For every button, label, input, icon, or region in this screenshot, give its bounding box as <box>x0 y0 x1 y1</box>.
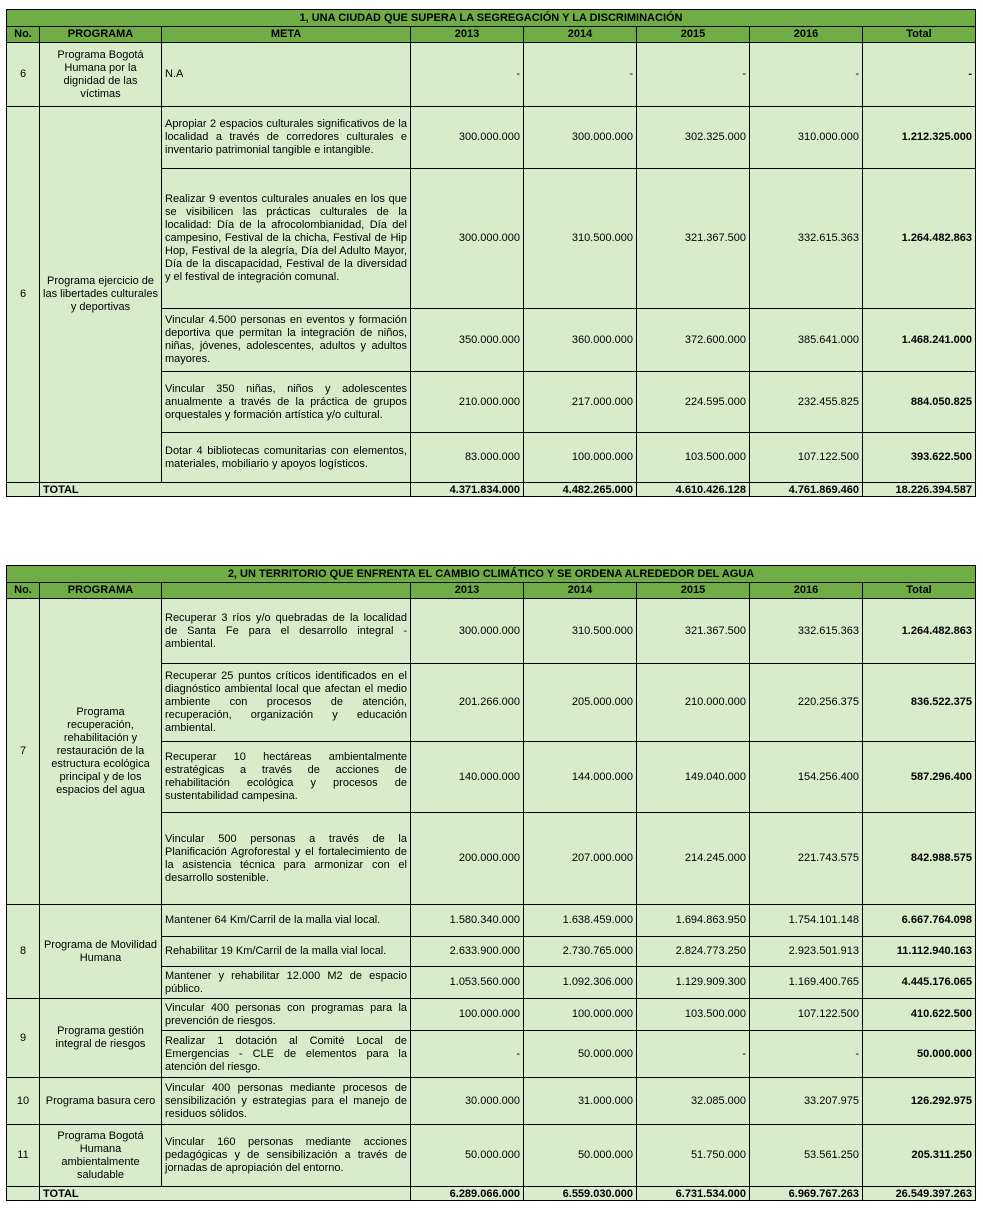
col-header-no: No. <box>7 583 40 599</box>
col-header-2015: 2015 <box>637 583 750 599</box>
total-2016: 4.761.869.460 <box>750 483 863 497</box>
value-2013: 2.633.900.000 <box>411 937 524 967</box>
value-total: 205.311.250 <box>863 1125 976 1187</box>
meta-cell: N.A <box>162 43 411 107</box>
value-2015: 321.367.500 <box>637 599 750 664</box>
value-total: - <box>863 43 976 107</box>
value-2013: 300.000.000 <box>411 107 524 169</box>
program-number: 6 <box>7 107 40 483</box>
table-row <box>7 999 976 1031</box>
value-2016: 332.615.363 <box>750 599 863 664</box>
budget-table-1 <box>6 9 976 497</box>
meta-cell: Recuperar 25 puntos críticos identificados en el diagnóstico ambiental local que afectan el medio ambiente con procesos de atención, recuperación, organización y educación ambiental. <box>162 664 411 742</box>
program-number: 10 <box>7 1078 40 1125</box>
value-2013: - <box>411 1031 524 1078</box>
table-row <box>7 43 976 107</box>
value-2014: 310.500.000 <box>524 169 637 309</box>
value-2016: 1.754.101.148 <box>750 905 863 937</box>
value-total: 884.050.825 <box>863 372 976 433</box>
value-2016: 2.923.501.913 <box>750 937 863 967</box>
value-2013: 50.000.000 <box>411 1125 524 1187</box>
value-2015: 51.750.000 <box>637 1125 750 1187</box>
value-2015: 372.600.000 <box>637 309 750 372</box>
value-2016: 310.000.000 <box>750 107 863 169</box>
value-2014: 31.000.000 <box>524 1078 637 1125</box>
meta-cell: Recuperar 3 ríos y/o quebradas de la localidad de Santa Fe para el desarrollo integral - ambiental. <box>162 599 411 664</box>
total-grand: 18.226.394.587 <box>863 483 976 497</box>
meta-cell: Vincular 350 niñas, niños y adolescentes anualmente a través de la práctica de grupos orquestales y formación artística y/o cultural. <box>162 372 411 433</box>
total-2013: 4.371.834.000 <box>411 483 524 497</box>
value-total: 1.264.482.863 <box>863 599 976 664</box>
total-label: TOTAL <box>40 483 411 497</box>
table-title: 2, UN TERRITORIO QUE ENFRENTA EL CAMBIO CLIMÁTICO Y SE ORDENA ALREDEDOR DEL AGUA <box>7 566 976 583</box>
col-header-meta <box>162 583 411 599</box>
value-2013: - <box>411 43 524 107</box>
meta-cell: Recuperar 10 hectáreas ambientalmente estratégicas a través de acciones de rehabilitación ecológica y procesos de sustentabilidad campesina. <box>162 742 411 813</box>
table-title-row <box>7 10 976 27</box>
value-2015: 32.085.000 <box>637 1078 750 1125</box>
value-2013: 140.000.000 <box>411 742 524 813</box>
program-name: Programa recuperación, rehabilitación y restauración de la estructura ecológica principal y de los espacios del agua <box>40 599 162 905</box>
col-header-2016: 2016 <box>750 583 863 599</box>
value-2015: - <box>637 43 750 107</box>
program-number: 6 <box>7 43 40 107</box>
table-title-row <box>7 566 976 583</box>
col-header-total: Total <box>863 27 976 43</box>
value-2014: 217.000.000 <box>524 372 637 433</box>
program-name: Programa Bogotá Humana ambientalmente saludable <box>40 1125 162 1187</box>
total-row <box>7 1187 976 1201</box>
table-title: 1, UNA CIUDAD QUE SUPERA LA SEGREGACIÓN Y LA DISCRIMINACIÓN <box>7 10 976 27</box>
program-name: Programa gestión integral de riesgos <box>40 999 162 1078</box>
col-header-total: Total <box>863 583 976 599</box>
col-header-meta: META <box>162 27 411 43</box>
value-2014: 2.730.765.000 <box>524 937 637 967</box>
value-2015: 302.325.000 <box>637 107 750 169</box>
value-2013: 210.000.000 <box>411 372 524 433</box>
value-2015: - <box>637 1031 750 1078</box>
total-spacer <box>7 483 40 497</box>
program-name: Programa Bogotá Humana por la dignidad de las víctimas <box>40 43 162 107</box>
value-2014: - <box>524 43 637 107</box>
col-header-programa: PROGRAMA <box>40 27 162 43</box>
value-2015: 224.595.000 <box>637 372 750 433</box>
total-2015: 4.610.426.128 <box>637 483 750 497</box>
value-2015: 2.824.773.250 <box>637 937 750 967</box>
meta-cell: Apropiar 2 espacios culturales significativos de la localidad a través de corredores culturales e inventario patrimonial tangible e intangible. <box>162 107 411 169</box>
total-spacer <box>7 1187 40 1201</box>
table-row <box>7 1078 976 1125</box>
value-2014: 207.000.000 <box>524 813 637 905</box>
value-total: 587.296.400 <box>863 742 976 813</box>
total-2015: 6.731.534.000 <box>637 1187 750 1201</box>
program-number: 9 <box>7 999 40 1078</box>
meta-cell: Dotar 4 bibliotecas comunitarias con elementos, materiales, mobiliario y apoyos logísticos. <box>162 433 411 483</box>
value-2016: 220.256.375 <box>750 664 863 742</box>
value-total: 836.522.375 <box>863 664 976 742</box>
program-name: Programa de Movilidad Humana <box>40 905 162 999</box>
meta-cell: Realizar 9 eventos culturales anuales en los que se visibilicen las prácticas culturales de la localidad: Día de la afrocolombianidad, Día del campesino, Festival de la chicha, Festival de Hip Hop, Festival de la alegría, Día del Adulto Mayor, Día de la discapacidad, Festival de la diversidad y el festival de integración comunal. <box>162 169 411 309</box>
value-2014: 50.000.000 <box>524 1125 637 1187</box>
value-2016: 221.743.575 <box>750 813 863 905</box>
value-2016: 332.615.363 <box>750 169 863 309</box>
value-total: 6.667.764.098 <box>863 905 976 937</box>
table-row <box>7 905 976 937</box>
value-2016: 1.169.400.765 <box>750 967 863 999</box>
value-2016: 33.207.975 <box>750 1078 863 1125</box>
value-2013: 83.000.000 <box>411 433 524 483</box>
value-2014: 50.000.000 <box>524 1031 637 1078</box>
value-2014: 100.000.000 <box>524 999 637 1031</box>
value-2014: 144.000.000 <box>524 742 637 813</box>
header-row <box>7 583 976 599</box>
meta-cell: Mantener y rehabilitar 12.000 M2 de espacio público. <box>162 967 411 999</box>
program-number: 8 <box>7 905 40 999</box>
total-label: TOTAL <box>40 1187 411 1201</box>
col-header-2014: 2014 <box>524 583 637 599</box>
value-2013: 100.000.000 <box>411 999 524 1031</box>
value-2016: 107.122.500 <box>750 433 863 483</box>
value-2015: 103.500.000 <box>637 999 750 1031</box>
col-header-programa: PROGRAMA <box>40 583 162 599</box>
value-total: 842.988.575 <box>863 813 976 905</box>
value-total: 393.622.500 <box>863 433 976 483</box>
total-2014: 4.482.265.000 <box>524 483 637 497</box>
meta-cell: Vincular 160 personas mediante acciones pedagógicas y de sensibilización a través de jornadas de apropiación del entorno. <box>162 1125 411 1187</box>
total-grand: 26.549.397.263 <box>863 1187 976 1201</box>
meta-cell: Vincular 400 personas mediante procesos de sensibilización y estrategias para el manejo de residuos sólidos. <box>162 1078 411 1125</box>
col-header-no: No. <box>7 27 40 43</box>
value-2014: 360.000.000 <box>524 309 637 372</box>
value-2016: - <box>750 43 863 107</box>
col-header-2013: 2013 <box>411 583 524 599</box>
value-2016: 232.455.825 <box>750 372 863 433</box>
meta-cell: Mantener 64 Km/Carril de la malla vial local. <box>162 905 411 937</box>
table-row <box>7 107 976 169</box>
total-2014: 6.559.030.000 <box>524 1187 637 1201</box>
value-2015: 1.694.863.950 <box>637 905 750 937</box>
value-2013: 201.266.000 <box>411 664 524 742</box>
program-name: Programa ejercicio de las libertades culturales y deportivas <box>40 107 162 483</box>
value-2016: - <box>750 1031 863 1078</box>
total-2016: 6.969.767.263 <box>750 1187 863 1201</box>
value-total: 126.292.975 <box>863 1078 976 1125</box>
program-number: 11 <box>7 1125 40 1187</box>
meta-cell: Realizar 1 dotación al Comité Local de Emergencias - CLE de elementos para la atención del riesgo. <box>162 1031 411 1078</box>
value-2014: 310.500.000 <box>524 599 637 664</box>
value-total: 1.264.482.863 <box>863 169 976 309</box>
value-total: 50.000.000 <box>863 1031 976 1078</box>
total-2013: 6.289.066.000 <box>411 1187 524 1201</box>
value-2013: 30.000.000 <box>411 1078 524 1125</box>
value-2015: 321.367.500 <box>637 169 750 309</box>
header-row <box>7 27 976 43</box>
value-total: 410.622.500 <box>863 999 976 1031</box>
value-2013: 300.000.000 <box>411 169 524 309</box>
value-total: 4.445.176.065 <box>863 967 976 999</box>
value-total: 11.112.940.163 <box>863 937 976 967</box>
table-row <box>7 599 976 664</box>
value-2014: 205.000.000 <box>524 664 637 742</box>
value-2015: 103.500.000 <box>637 433 750 483</box>
value-2015: 1.129.909.300 <box>637 967 750 999</box>
value-2015: 149.040.000 <box>637 742 750 813</box>
meta-cell: Vincular 400 personas con programas para la prevención de riesgos. <box>162 999 411 1031</box>
value-2016: 107.122.500 <box>750 999 863 1031</box>
table-row <box>7 1125 976 1187</box>
value-2013: 350.000.000 <box>411 309 524 372</box>
value-2014: 1.092.306.000 <box>524 967 637 999</box>
meta-cell: Vincular 4.500 personas en eventos y formación deportiva que permitan la integración de niños, niñas, jóvenes, adolescentes, adultos y adultos mayores. <box>162 309 411 372</box>
total-row <box>7 483 976 497</box>
value-2016: 154.256.400 <box>750 742 863 813</box>
value-2014: 1.638.459.000 <box>524 905 637 937</box>
value-2013: 300.000.000 <box>411 599 524 664</box>
program-name: Programa basura cero <box>40 1078 162 1125</box>
col-header-2016: 2016 <box>750 27 863 43</box>
value-2015: 214.245.000 <box>637 813 750 905</box>
value-2014: 300.000.000 <box>524 107 637 169</box>
value-2013: 1.053.560.000 <box>411 967 524 999</box>
value-2016: 385.641.000 <box>750 309 863 372</box>
value-2016: 53.561.250 <box>750 1125 863 1187</box>
col-header-2013: 2013 <box>411 27 524 43</box>
col-header-2015: 2015 <box>637 27 750 43</box>
col-header-2014: 2014 <box>524 27 637 43</box>
value-total: 1.212.325.000 <box>863 107 976 169</box>
value-2013: 1.580.340.000 <box>411 905 524 937</box>
program-number: 7 <box>7 599 40 905</box>
value-2015: 210.000.000 <box>637 664 750 742</box>
value-2014: 100.000.000 <box>524 433 637 483</box>
meta-cell: Vincular 500 personas a través de la Planificación Agroforestal y el fortalecimiento de la asistencia técnica para armonizar con el desarrollo sostenible. <box>162 813 411 905</box>
value-total: 1.468.241.000 <box>863 309 976 372</box>
value-2013: 200.000.000 <box>411 813 524 905</box>
budget-table-2 <box>6 565 976 1201</box>
meta-cell: Rehabilitar 19 Km/Carril de la malla vial local. <box>162 937 411 967</box>
